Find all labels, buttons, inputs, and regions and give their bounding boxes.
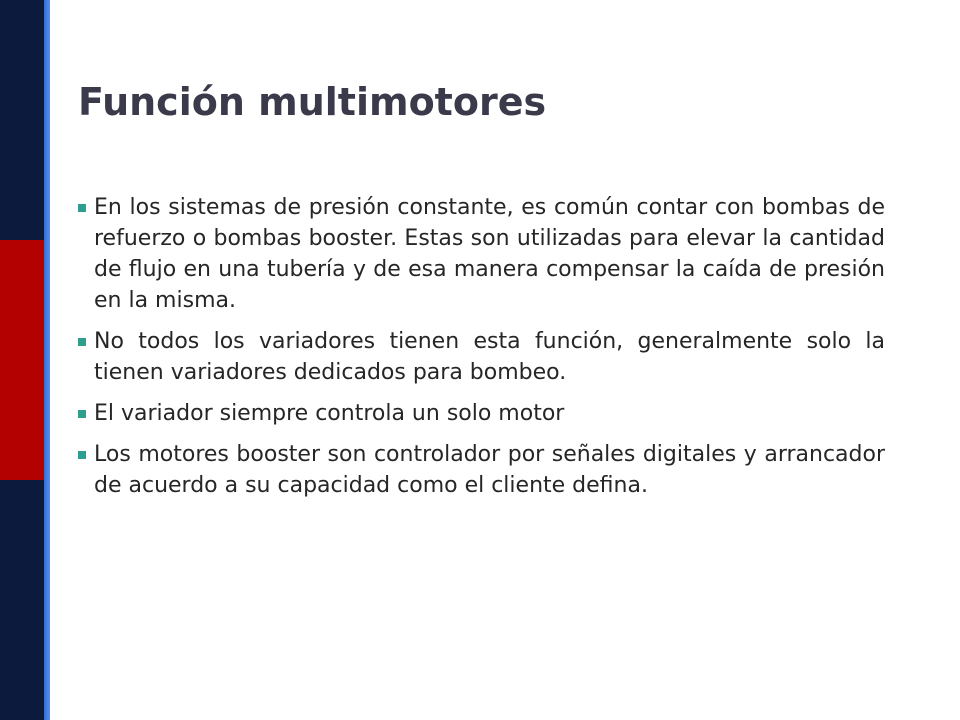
sidebar-stripe: [44, 0, 50, 720]
sidebar-segment-bottom: [0, 480, 44, 720]
square-bullet-icon: [78, 451, 86, 459]
square-bullet-icon: [78, 410, 86, 418]
square-bullet-icon: [78, 204, 86, 212]
bullet-text: Los motores booster son controlador por señales digitales y arrancador de acuerdo a su capacidad como el cliente defina.: [94, 442, 885, 498]
bullet-list: [78, 192, 885, 511]
bullet-text: El variador siempre controla un solo motor: [94, 401, 565, 426]
sidebar-decoration: [0, 0, 50, 720]
slide-title: Función multimotores: [78, 80, 547, 124]
bullet-text: En los sistemas de presión constante, es común contar con bombas de refuerzo o bombas booster. Estas son utilizadas para elevar la cantidad de flujo en una tubería y de esa manera compensar la caída de presión en la misma.: [94, 195, 885, 313]
bullet-item: [78, 192, 885, 316]
bullet-text: No todos los variadores tienen esta función, generalmente solo la tienen variadores dedicados para bombeo.: [94, 329, 885, 385]
sidebar-segment-middle: [0, 240, 44, 480]
sidebar-segment-top: [0, 0, 44, 240]
square-bullet-icon: [78, 338, 86, 346]
bullet-item: [78, 439, 885, 501]
bullet-item: [78, 326, 885, 388]
bullet-item: [78, 398, 885, 429]
